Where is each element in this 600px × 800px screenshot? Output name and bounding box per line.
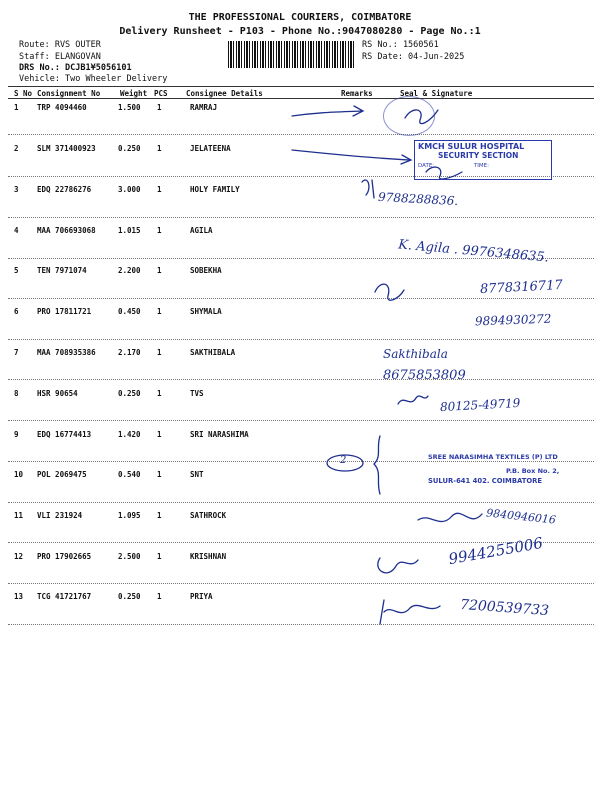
row-11-consignment: VLI 231924: [37, 511, 83, 520]
row-13-consignment: TCG 41721767: [37, 592, 92, 601]
col-remarks: Remarks: [341, 89, 373, 98]
row-5-sno: 5: [14, 266, 19, 275]
kmch-stamp-date-time: [418, 163, 548, 169]
kmch-stamp-time: TIME:: [473, 163, 489, 169]
sree-stamp-line-2: P.B. Box No. 2,: [506, 467, 560, 475]
row-12-pcs: 1: [157, 552, 162, 561]
row-2-pcs: 1: [157, 144, 162, 153]
row-1-consignment: TRP 4094460: [37, 103, 87, 112]
row-8-consignment: HSR 90654: [37, 389, 78, 398]
row-3-pcs: 1: [157, 185, 162, 194]
arrow-row-2-icon: [292, 150, 410, 160]
handwriting-row-4: K. Agila . 9976348635.: [397, 237, 550, 266]
rs-number: RS No.: 1560561: [362, 40, 439, 50]
row-7-pcs: 1: [157, 348, 162, 357]
row-13-pcs: 1: [157, 592, 162, 601]
row-2-sno: 2: [14, 144, 19, 153]
col-consignee: Consignee Details: [186, 89, 263, 98]
brace-mark-icon: [374, 436, 380, 494]
row-9-sno: 9: [14, 430, 19, 439]
row-5-weight: 2.200: [118, 266, 141, 275]
handwriting-row-13: 7200539733: [459, 596, 550, 620]
col-pcs: PCS: [154, 89, 168, 98]
handwriting-row-7-phone: 8675853809: [383, 368, 466, 383]
row-10-consignment: POL 2069475: [37, 470, 87, 479]
arrow-row-1-icon: [292, 111, 362, 116]
handwriting-row-9-mark: 2: [340, 455, 347, 466]
row-4-consignee: AGILA: [190, 226, 213, 235]
kmch-stamp-line-1: KMCH SULUR HOSPITAL: [418, 142, 525, 151]
row-7-consignment: MAA 708935386: [37, 348, 96, 357]
row-9-pcs: 1: [157, 430, 162, 439]
handwriting-row-11: 9840946016: [485, 506, 557, 527]
row-8-consignee: TVS: [190, 389, 204, 398]
row-3-consignment: EDQ 22786276: [37, 185, 92, 194]
col-seal-signature: Seal & Signature: [400, 89, 473, 98]
col-consignment: Consignment No: [37, 89, 101, 98]
handwriting-row-3: 9788288836.: [377, 189, 459, 209]
sree-stamp-line-1: SREE NARASIMHA TEXTILES (P) LTD: [428, 453, 558, 461]
vehicle-label: Vehicle: Two Wheeler Delivery: [19, 74, 168, 84]
col-weight: Weight: [120, 89, 148, 98]
row-6-consignee: SHYMALA: [190, 307, 222, 316]
row-5-pcs: 1: [157, 266, 162, 275]
col-sno: S No: [14, 89, 33, 98]
row-5-consignee: SOBEKHA: [190, 266, 222, 275]
row-12-weight: 2.500: [118, 552, 141, 561]
sree-narasimha-stamp: [428, 453, 594, 485]
row-1-consignee: RAMRAJ: [190, 103, 218, 112]
row-13-weight: 0.250: [118, 592, 141, 601]
row-4-sno: 4: [14, 226, 19, 235]
rs-date: RS Date: 04-Jun-2025: [362, 52, 465, 62]
row-8-weight: 0.250: [118, 389, 141, 398]
row-7-sno: 7: [14, 348, 19, 357]
row-13-sno: 13: [14, 592, 24, 601]
row-11-weight: 1.095: [118, 511, 141, 520]
row-12-sno: 12: [14, 552, 24, 561]
kmch-stamp-line-2: SECURITY SECTION: [438, 151, 519, 160]
row-6-weight: 0.450: [118, 307, 141, 316]
company-title: THE PROFESSIONAL COURIERS, COIMBATORE: [188, 12, 412, 23]
row-9-consignment: EDQ 16774413: [37, 430, 92, 439]
row-2-consignee: JELATEENA: [190, 144, 231, 153]
row-1-weight: 1.500: [118, 103, 141, 112]
round-seal-icon: [383, 96, 435, 136]
row-3-weight: 3.000: [118, 185, 141, 194]
row-1-sno: 1: [14, 103, 19, 112]
row-10-sno: 10: [14, 470, 24, 479]
row-4-consignment: MAA 706693068: [37, 226, 96, 235]
row-9-weight: 1.420: [118, 430, 141, 439]
drs-label: DRS No.: DCJB1¥5056101: [19, 63, 132, 73]
row-4-weight: 1.015: [118, 226, 141, 235]
handwriting-row-5: 8778316717: [479, 277, 564, 298]
row-6-sno: 6: [14, 307, 19, 316]
row-8-sno: 8: [14, 389, 19, 398]
route-label: Route: RVS OUTER: [19, 40, 101, 50]
kmch-stamp: [414, 140, 552, 180]
row-12-consignee: KRISHNAN: [190, 552, 227, 561]
row-3-consignee: HOLY FAMILY: [190, 185, 240, 194]
row-11-pcs: 1: [157, 511, 162, 520]
handwriting-row-12: 9944255006: [447, 533, 545, 569]
kmch-stamp-date: DATE:: [418, 163, 435, 169]
row-11-sno: 11: [14, 511, 24, 520]
row-6-consignment: PRO 17811721: [37, 307, 92, 316]
staff-label: Staff: ELANGOVAN: [19, 52, 101, 62]
row-9-consignee: SRI NARASHIMA: [190, 430, 249, 439]
sree-stamp-line-3: SULUR-641 402. COIMBATORE: [428, 477, 543, 485]
row-1-pcs: 1: [157, 103, 162, 112]
row-10-weight: 0.540: [118, 470, 141, 479]
handwriting-row-8: 80125-49719: [439, 395, 521, 415]
handwriting-row-7-name: Sakthibala: [383, 347, 448, 361]
row-5-consignment: TEN 7971074: [37, 266, 87, 275]
handwriting-row-6: 9894930272: [474, 311, 552, 329]
row-7-consignee: SAKTHIBALA: [190, 348, 236, 357]
row-10-pcs: 1: [157, 470, 162, 479]
row-8-pcs: 1: [157, 389, 162, 398]
row-7-weight: 2.170: [118, 348, 141, 357]
runsheet-subtitle: Delivery Runsheet - P103 - Phone No.:9047080280 - Page No.:1: [119, 26, 481, 37]
row-10-consignee: SNT: [190, 470, 204, 479]
row-13-consignee: PRIYA: [190, 592, 213, 601]
row-6-pcs: 1: [157, 307, 162, 316]
row-12-consignment: PRO 17902665: [37, 552, 92, 561]
row-3-sno: 3: [14, 185, 19, 194]
row-2-consignment: SLM 371400923: [37, 144, 96, 153]
row-11-consignee: SATHROCK: [190, 511, 227, 520]
row-4-pcs: 1: [157, 226, 162, 235]
row-2-weight: 0.250: [118, 144, 141, 153]
